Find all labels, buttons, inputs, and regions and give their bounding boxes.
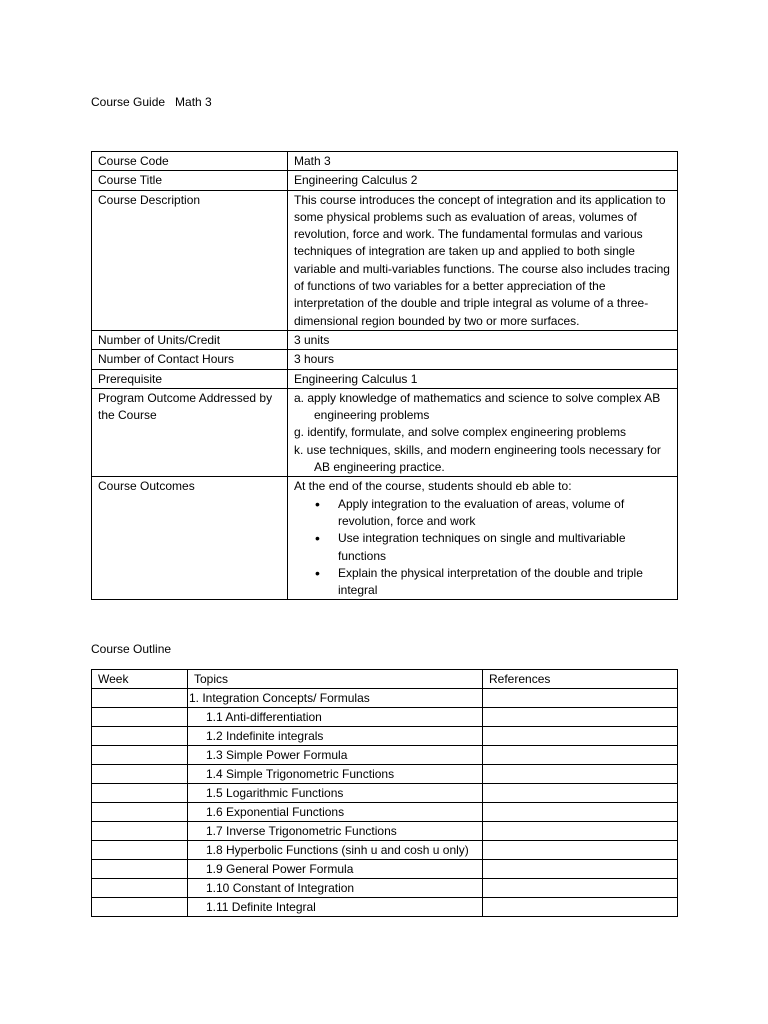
- reference-cell: [483, 727, 678, 746]
- week-header: Week: [92, 670, 188, 689]
- reference-cell: [483, 879, 678, 898]
- week-cell: [92, 898, 188, 917]
- list-item: g. identify, formulate, and solve complex engineering problems: [294, 425, 626, 440]
- topic-cell: 1.2 Indefinite integrals: [188, 727, 483, 746]
- reference-cell: [483, 784, 678, 803]
- row-value: Math 3: [288, 152, 678, 171]
- table-row: [92, 727, 678, 746]
- week-cell: [92, 784, 188, 803]
- table-row: [92, 879, 678, 898]
- course-info-table: [91, 151, 678, 600]
- table-row: [92, 841, 678, 860]
- week-cell: [92, 708, 188, 727]
- list-item: a. apply knowledge of mathematics and science to solve complex AB engineering problems: [294, 390, 661, 423]
- table-row: [92, 152, 678, 171]
- week-cell: [92, 765, 188, 784]
- guide-subject: Math 3: [175, 95, 212, 109]
- week-cell: [92, 822, 188, 841]
- row-label: Number of Contact Hours: [92, 350, 288, 369]
- topic-cell: 1.7 Inverse Trigonometric Functions: [188, 822, 483, 841]
- table-row: [92, 388, 678, 476]
- table-row: [92, 190, 678, 330]
- page-title: [91, 94, 212, 110]
- table-row: [92, 171, 678, 190]
- outline-heading: Course Outline: [91, 642, 172, 656]
- course-description: This course introduces the concept of integration and its application to some physical problems such as evaluation of areas, volumes of revolution, force and work. The fundamental formulas and various techniques of integration are taken up and applied to both single variable and multi-variables functions. The course also includes tracing of functions of two variables for a better appreciation of the interpretation of the double and triple integral as volume of a three-dimensional region bounded by two or more surfaces.: [288, 190, 678, 330]
- list-item: • Apply integration to the evaluation of areas, volume of revolution, force and work: [338, 496, 671, 531]
- row-value: Engineering Calculus 1: [288, 369, 678, 388]
- table-row: [92, 708, 678, 727]
- guide-title: Course Guide: [91, 95, 166, 109]
- table-row: [92, 689, 678, 708]
- course-outcomes-cell: [288, 477, 678, 600]
- week-cell: [92, 879, 188, 898]
- reference-cell: [483, 803, 678, 822]
- row-label: Program Outcome Addressed by the Course: [92, 388, 288, 476]
- row-label: Course Outcomes: [92, 477, 288, 600]
- references-header: References: [483, 670, 678, 689]
- outcomes-intro: At the end of the course, students should eb able to:: [294, 479, 572, 494]
- topic-cell: 1.1 Anti-differentiation: [188, 708, 483, 727]
- row-label: Course Title: [92, 171, 288, 190]
- table-row: [92, 765, 678, 784]
- table-row: [92, 822, 678, 841]
- topic-cell: 1.9 General Power Formula: [188, 860, 483, 879]
- table-row: [92, 330, 678, 349]
- list-item: k. use techniques, skills, and modern engineering tools necessary for AB engineering practice.: [294, 442, 661, 475]
- topic-cell: 1.5 Logarithmic Functions: [188, 784, 483, 803]
- outcomes-list: [294, 496, 671, 600]
- week-cell: [92, 689, 188, 708]
- table-row: [92, 860, 678, 879]
- row-value: 3 hours: [288, 350, 678, 369]
- reference-cell: [483, 708, 678, 727]
- table-row: [92, 803, 678, 822]
- reference-cell: [483, 746, 678, 765]
- table-row: [92, 477, 678, 600]
- week-cell: [92, 746, 188, 765]
- row-label: Prerequisite: [92, 369, 288, 388]
- reference-cell: [483, 689, 678, 708]
- topic-cell: 1.10 Constant of Integration: [188, 879, 483, 898]
- row-label: Number of Units/Credit: [92, 330, 288, 349]
- topic-cell: 1. Integration Concepts/ Formulas: [188, 689, 483, 708]
- program-outcome-list: [288, 388, 678, 476]
- topic-cell: 1.4 Simple Trigonometric Functions: [188, 765, 483, 784]
- week-cell: [92, 841, 188, 860]
- table-row: [92, 898, 678, 917]
- course-outline-table: [91, 669, 678, 917]
- list-item: • Use integration techniques on single and multivariable functions: [338, 530, 671, 565]
- row-label: Course Description: [92, 190, 288, 330]
- table-row: [92, 784, 678, 803]
- reference-cell: [483, 860, 678, 879]
- reference-cell: [483, 822, 678, 841]
- week-cell: [92, 803, 188, 822]
- topics-header: Topics: [188, 670, 483, 689]
- topic-cell: 1.11 Definite Integral: [188, 898, 483, 917]
- table-row: [92, 350, 678, 369]
- table-row: [92, 746, 678, 765]
- row-value: 3 units: [288, 330, 678, 349]
- topic-cell: [188, 841, 483, 860]
- row-value: Engineering Calculus 2: [288, 171, 678, 190]
- reference-cell: [483, 765, 678, 784]
- week-cell: [92, 860, 188, 879]
- reference-cell: [483, 898, 678, 917]
- topic-cell: 1.3 Simple Power Formula: [188, 746, 483, 765]
- table-row: [92, 369, 678, 388]
- week-cell: [92, 727, 188, 746]
- reference-cell: [483, 841, 678, 860]
- topic-cell: 1.6 Exponential Functions: [188, 803, 483, 822]
- list-item: • Explain the physical interpretation of the double and triple integral: [338, 565, 671, 600]
- row-label: Course Code: [92, 152, 288, 171]
- table-header-row: [92, 670, 678, 689]
- topic-text: 1.8 Hyperbolic Functions (sinh u and cosh u only): [206, 843, 469, 857]
